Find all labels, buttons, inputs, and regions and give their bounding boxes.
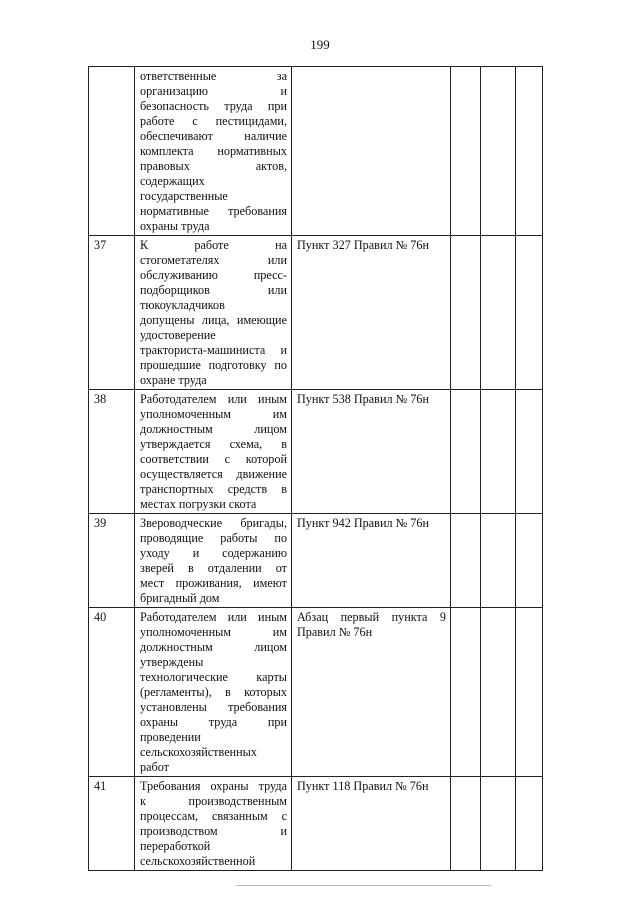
answer-no-cell[interactable]	[481, 67, 516, 236]
legal-reference-cell: Абзац первый пункта 9 Правил № 76н	[292, 608, 451, 777]
requirement-line: уполномоченным им	[140, 625, 287, 639]
checklist-table	[88, 66, 543, 871]
requirement-cell	[135, 67, 292, 236]
requirement-line: тюкоукладчиков	[140, 298, 225, 312]
row-number-cell	[89, 67, 135, 236]
requirement-line: организацию и	[140, 84, 287, 98]
requirement-cell	[135, 236, 292, 390]
requirement-line: переработкой	[140, 839, 211, 853]
answer-na-cell[interactable]	[516, 67, 543, 236]
requirement-line: охране труда	[140, 373, 207, 387]
requirement-line: транспортных средств в	[140, 482, 287, 496]
requirement-line: комплекта нормативных	[140, 144, 287, 158]
page-number: 199	[310, 37, 330, 52]
answer-no-cell[interactable]	[481, 514, 516, 608]
requirement-line: уполномоченным им	[140, 407, 287, 421]
row-number-cell: 37	[89, 236, 135, 390]
requirement-line: проводящие работы по	[140, 531, 287, 545]
requirement-line: осуществляется движение	[140, 467, 287, 481]
requirement-line: подборщиков или	[140, 283, 287, 297]
table-row	[89, 608, 543, 777]
row-number-cell: 39	[89, 514, 135, 608]
requirement-line: местах погрузки скота	[140, 497, 257, 511]
answer-na-cell[interactable]	[516, 777, 543, 871]
answer-na-cell[interactable]	[516, 390, 543, 514]
answer-yes-cell[interactable]	[451, 608, 481, 777]
requirement-line: работе с пестицидами,	[140, 114, 287, 128]
requirement-line: Звероводческие бригады,	[140, 516, 287, 530]
requirement-line: производством и	[140, 824, 287, 838]
requirement-line: сельскохозяйственных	[140, 745, 257, 759]
answer-no-cell[interactable]	[481, 608, 516, 777]
requirement-line: Работодателем или иным	[140, 610, 287, 624]
requirement-line: уходу и содержанию	[140, 546, 287, 560]
answer-na-cell[interactable]	[516, 608, 543, 777]
requirement-line: бригадный дом	[140, 591, 220, 605]
legal-reference-cell: Пункт 538 Правил № 76н	[292, 390, 451, 514]
answer-yes-cell[interactable]	[451, 514, 481, 608]
requirement-line: государственные	[140, 189, 228, 203]
requirement-line: обеспечивают наличие	[140, 129, 287, 143]
requirement-cell	[135, 390, 292, 514]
requirement-line: установлены требования	[140, 700, 287, 714]
requirement-line: соответствии с которой	[140, 452, 287, 466]
table-row	[89, 67, 543, 236]
requirement-line: безопасность труда при	[140, 99, 287, 113]
requirement-line: сельскохозяйственной	[140, 854, 256, 868]
requirement-line: Работодателем или иным	[140, 392, 287, 406]
requirement-line: к производственным	[140, 794, 287, 808]
requirement-line: охраны труда при	[140, 715, 287, 729]
requirement-line: технологические карты	[140, 670, 287, 684]
requirement-line: прошедшие подготовку по	[140, 358, 287, 372]
answer-na-cell[interactable]	[516, 236, 543, 390]
answer-no-cell[interactable]	[481, 390, 516, 514]
requirement-line: К работе на	[140, 238, 287, 252]
answer-yes-cell[interactable]	[451, 236, 481, 390]
legal-reference-cell: Пункт 327 Правил № 76н	[292, 236, 451, 390]
answer-yes-cell[interactable]	[451, 390, 481, 514]
requirement-line: работ	[140, 760, 169, 774]
answer-yes-cell[interactable]	[451, 67, 481, 236]
table-row	[89, 390, 543, 514]
requirement-line: тракториста-машиниста и	[140, 343, 287, 357]
row-number-cell: 38	[89, 390, 135, 514]
scan-edge-line	[236, 885, 491, 886]
requirement-line: обслуживанию пресс-	[140, 268, 287, 282]
table-row	[89, 777, 543, 871]
requirement-line: допущены лица, имеющие	[140, 313, 287, 327]
table-row	[89, 236, 543, 390]
requirement-line: мест проживания, имеют	[140, 576, 287, 590]
requirement-line: должностным лицом	[140, 422, 287, 436]
requirement-cell	[135, 514, 292, 608]
requirement-line: нормативные требования	[140, 204, 287, 218]
requirement-line: проведении	[140, 730, 201, 744]
answer-na-cell[interactable]	[516, 514, 543, 608]
answer-yes-cell[interactable]	[451, 777, 481, 871]
row-number-cell: 40	[89, 608, 135, 777]
answer-no-cell[interactable]	[481, 236, 516, 390]
requirement-line: охраны труда	[140, 219, 210, 233]
requirement-line: процессам, связанным с	[140, 809, 287, 823]
requirement-line: ответственные за	[140, 69, 287, 83]
requirement-line: должностным лицом	[140, 640, 287, 654]
requirement-line: правовых актов,	[140, 159, 287, 173]
legal-reference-cell: Пункт 118 Правил № 76н	[292, 777, 451, 871]
table-row	[89, 514, 543, 608]
answer-no-cell[interactable]	[481, 777, 516, 871]
requirement-line: зверей в отдалении от	[140, 561, 287, 575]
table-body	[89, 67, 543, 871]
requirement-line: удостоверение	[140, 328, 216, 342]
requirement-line: утверждается схема, в	[140, 437, 287, 451]
requirement-line: стогометателях или	[140, 253, 287, 267]
requirement-line: содержащих	[140, 174, 205, 188]
requirement-cell	[135, 777, 292, 871]
requirement-line: (регламенты), в которых	[140, 685, 287, 699]
requirement-line: Требования охраны труда	[140, 779, 287, 793]
requirement-cell	[135, 608, 292, 777]
legal-reference-cell: Пункт 942 Правил № 76н	[292, 514, 451, 608]
row-number-cell: 41	[89, 777, 135, 871]
requirement-line: утверждены	[140, 655, 204, 669]
legal-reference-cell	[292, 67, 451, 236]
